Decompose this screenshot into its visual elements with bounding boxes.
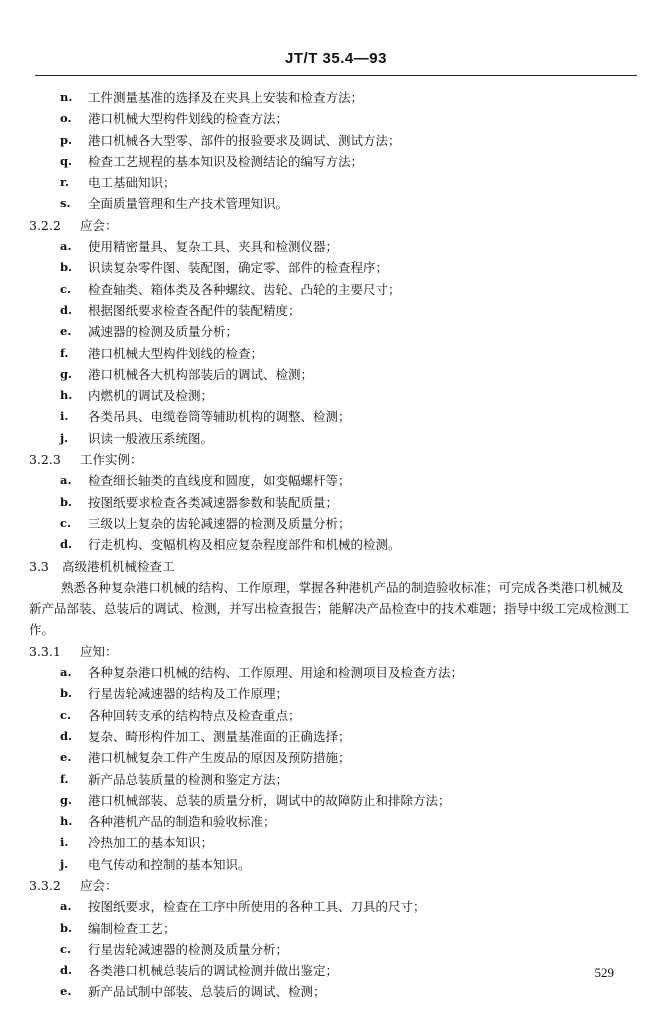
list-3-2-3 <box>0 470 672 555</box>
item-marker: c. <box>60 941 72 956</box>
list-item <box>0 726 672 747</box>
item-marker: a. <box>60 239 72 254</box>
item-marker: a. <box>60 665 72 680</box>
standard-code-header: JT/T 35.4—93 <box>285 50 387 67</box>
list-item <box>0 662 672 683</box>
item-text: 电气传动和控制的基本知识。 <box>88 856 251 872</box>
list-item <box>0 747 672 768</box>
item-text: 识读复杂零件图、装配图，确定零、部件的检查程序； <box>88 260 389 276</box>
item-marker: c. <box>60 515 72 530</box>
document-body <box>0 87 672 1003</box>
item-marker: g. <box>60 366 73 381</box>
item-text: 行走机构、变幅机构及相应复杂程度部件和机械的检测。 <box>88 537 401 553</box>
item-marker: s. <box>60 196 71 211</box>
item-text: 复杂、畸形构件加工、测量基准面的正确选择； <box>88 728 351 744</box>
list-item <box>0 896 672 917</box>
list-3-3-2 <box>0 896 672 1002</box>
item-text: 检查细长轴类的直线度和圆度，如变幅螺杆等； <box>88 473 351 489</box>
item-marker: h. <box>60 814 73 829</box>
item-marker: j. <box>60 856 69 871</box>
list-item <box>0 257 672 278</box>
list-item <box>0 236 672 257</box>
item-text: 各类港口机械总装后的调试检测并做出鉴定； <box>88 963 339 979</box>
item-text: 新产品试制中部装、总装后的调试、检测； <box>88 984 326 1000</box>
item-text: 工件测量基准的选择及在夹具上安装和检查方法； <box>88 90 364 105</box>
page-number: 529 <box>594 965 614 980</box>
item-marker: a. <box>60 473 72 488</box>
item-text: 使用精密量具、复杂工具、夹具和检测仪器； <box>88 239 339 255</box>
item-text: 冷热加工的基本知识； <box>88 835 214 851</box>
item-marker: c. <box>60 281 72 296</box>
item-marker: d. <box>60 302 73 317</box>
header-rule <box>35 75 637 76</box>
section-heading-3-2-3 <box>0 449 672 470</box>
item-text: 电工基础知识； <box>88 175 176 191</box>
item-text: 港口机械复杂工件产生废品的原因及预防措施； <box>88 750 351 766</box>
item-text: 各种复杂港口机械的结构、工作原理、用途和检测项目及检查方法； <box>88 665 464 681</box>
list-item <box>0 470 672 491</box>
section-heading-3-2-2 <box>0 215 672 236</box>
item-marker: e. <box>60 750 72 765</box>
item-text: 港口机械各大型零、部件的报验要求及调试、测试方法； <box>88 132 401 148</box>
list-item <box>0 811 672 832</box>
item-marker: f. <box>60 771 69 786</box>
item-text: 各种港机产品的制造和验收标准； <box>88 814 276 830</box>
list-item <box>0 151 672 172</box>
item-marker: i. <box>60 409 69 424</box>
list-item <box>0 492 672 513</box>
list-item <box>0 428 672 449</box>
section-number: 3.3.2 <box>29 877 61 893</box>
list-item <box>0 960 672 981</box>
list-item <box>0 939 672 960</box>
item-text: 检查工艺规程的基本知识及检测结论的编写方法； <box>88 153 364 169</box>
list-item <box>0 300 672 321</box>
list-item <box>0 108 672 129</box>
list-item <box>0 769 672 790</box>
section-heading-3-3-1 <box>0 641 672 662</box>
section-heading-3-3-2 <box>0 875 672 896</box>
item-marker: n. <box>60 90 73 104</box>
item-marker: b. <box>60 686 73 701</box>
section-number: 3.2.3 <box>29 452 61 468</box>
list-item <box>0 279 672 300</box>
item-marker: q. <box>60 153 73 168</box>
item-marker: d. <box>60 963 73 978</box>
list-item <box>0 705 672 726</box>
section-number: 3.3.1 <box>29 643 61 659</box>
list-items-n-to-s <box>0 87 672 215</box>
item-marker: i. <box>60 835 69 850</box>
section-title: 应会： <box>80 877 118 893</box>
list-item <box>0 193 672 214</box>
list-item <box>0 981 672 1002</box>
item-marker: r. <box>60 175 70 190</box>
item-text: 三级以上复杂的齿轮减速器的检测及质量分析； <box>88 515 351 531</box>
item-marker: e. <box>60 984 72 999</box>
item-marker: g. <box>60 792 73 807</box>
list-3-3-1 <box>0 662 672 875</box>
list-item <box>0 918 672 939</box>
list-item <box>0 130 672 151</box>
item-marker: f. <box>60 345 69 360</box>
list-item <box>0 683 672 704</box>
item-marker: d. <box>60 728 73 743</box>
item-text: 港口机械大型构件划线的检查； <box>88 345 264 361</box>
section-number: 3.3 <box>29 558 49 574</box>
item-text: 行星齿轮减速器的结构及工作原理； <box>88 686 289 702</box>
item-marker: b. <box>60 494 73 509</box>
list-item <box>0 832 672 853</box>
list-item <box>0 321 672 342</box>
section-3-3-paragraph: 熟悉各种复杂港口机械的结构、工作原理，掌握各种港机产品的制造验收标准；可完成各类港口机械及新产品部装、总装后的调试、检测，并写出检查报告；能解决产品检查中的技术难题；指导中级工完成检测工作。 <box>29 579 630 638</box>
list-item <box>0 790 672 811</box>
item-text: 按图纸要求检查各类减速器参数和装配质量； <box>88 494 339 510</box>
item-text: 减速器的检测及质量分析； <box>88 324 239 340</box>
item-text: 港口机械大型构件划线的检查方法； <box>88 111 289 127</box>
list-item <box>0 364 672 385</box>
item-marker: a. <box>60 899 72 914</box>
item-marker: o. <box>60 111 72 126</box>
item-text: 各种回转支承的结构特点及检查重点； <box>88 707 301 723</box>
item-marker: b. <box>60 260 73 275</box>
list-item <box>0 172 672 193</box>
section-title: 工作实例： <box>80 452 143 468</box>
item-text: 编制检查工艺； <box>88 920 176 936</box>
item-text: 港口机械部装、总装的质量分析，调试中的故障防止和排除方法； <box>88 792 451 808</box>
item-text: 全面质量管理和生产技术管理知识。 <box>88 196 289 212</box>
item-text: 港口机械各大机构部装后的调试、检测； <box>88 366 314 382</box>
list-item <box>0 513 672 534</box>
section-number: 3.2.2 <box>29 217 61 233</box>
item-text: 检查轴类、箱体类及各种螺纹、齿轮、凸轮的主要尺寸； <box>88 281 401 297</box>
item-marker: c. <box>60 707 72 722</box>
section-heading-3-3 <box>0 556 672 577</box>
item-marker: p. <box>60 132 73 147</box>
list-item <box>0 854 672 875</box>
item-text: 识读一般液压系统图。 <box>88 430 214 446</box>
item-marker: b. <box>60 920 73 935</box>
item-marker: d. <box>60 537 73 552</box>
section-title: 应知： <box>80 643 118 659</box>
item-text: 行星齿轮减速器的检测及质量分析； <box>88 941 289 957</box>
item-marker: j. <box>60 430 69 445</box>
list-item <box>0 406 672 427</box>
item-text: 内燃机的调试及检测； <box>88 388 214 404</box>
item-text: 根据图纸要求检查各配件的装配精度； <box>88 302 301 318</box>
item-marker: e. <box>60 324 72 339</box>
item-text: 新产品总装质量的检测和鉴定方法； <box>88 771 289 787</box>
section-title: 应会： <box>80 217 118 233</box>
item-text: 按图纸要求，检查在工序中所使用的各种工具、刀具的尺寸； <box>88 899 426 915</box>
section-title: 高级港机机械检查工 <box>62 558 175 574</box>
list-3-2-2 <box>0 236 672 449</box>
list-item <box>0 87 672 108</box>
item-text: 各类吊具、电缆卷筒等辅助机构的调整、检测； <box>88 409 351 425</box>
list-item <box>0 534 672 555</box>
list-item <box>0 385 672 406</box>
list-item <box>0 343 672 364</box>
item-marker: h. <box>60 388 73 403</box>
